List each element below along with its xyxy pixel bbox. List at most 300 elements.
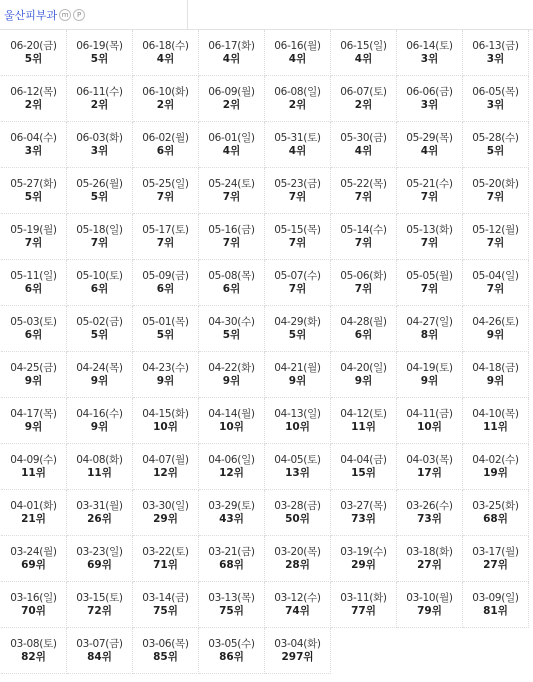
ranking-cell xyxy=(199,490,265,536)
ranking-date: 06-06(금) xyxy=(406,86,453,98)
ranking-value: 15위 xyxy=(351,467,376,479)
ranking-date: 06-10(화) xyxy=(142,86,189,98)
ranking-date: 05-07(수) xyxy=(274,270,321,282)
ranking-cell xyxy=(1,214,67,260)
ranking-date: 04-30(수) xyxy=(208,316,255,328)
ranking-value: 10위 xyxy=(153,421,178,433)
ranking-cell xyxy=(331,582,397,628)
ranking-date: 05-15(목) xyxy=(274,224,321,236)
ranking-date: 06-19(목) xyxy=(76,40,123,52)
ranking-cell xyxy=(67,582,133,628)
ranking-date: 05-17(토) xyxy=(142,224,189,236)
ranking-value: 3위 xyxy=(486,99,505,111)
ranking-date: 04-18(금) xyxy=(472,362,519,374)
ranking-date: 06-01(일) xyxy=(208,132,255,144)
ranking-value: 29위 xyxy=(153,513,178,525)
ranking-value: 9위 xyxy=(156,375,175,387)
ranking-date: 06-02(월) xyxy=(142,132,189,144)
ranking-value: 69위 xyxy=(87,559,112,571)
ranking-value: 2위 xyxy=(288,99,307,111)
ranking-value: 6위 xyxy=(90,283,109,295)
ranking-cell xyxy=(133,398,199,444)
ranking-value: 9위 xyxy=(288,375,307,387)
ranking-date: 06-11(수) xyxy=(76,86,123,98)
ranking-date: 05-27(화) xyxy=(10,178,57,190)
ranking-cell xyxy=(331,260,397,306)
ranking-date: 04-23(수) xyxy=(142,362,189,374)
ranking-cell xyxy=(265,490,331,536)
ranking-date: 04-02(수) xyxy=(472,454,519,466)
ranking-date: 04-08(화) xyxy=(76,454,123,466)
ranking-value: 71위 xyxy=(153,559,178,571)
ranking-date: 03-05(수) xyxy=(208,638,255,650)
ranking-value: 13위 xyxy=(285,467,310,479)
ranking-value: 7위 xyxy=(420,191,439,203)
ranking-date: 04-11(금) xyxy=(406,408,453,420)
ranking-date: 03-06(목) xyxy=(142,638,189,650)
ranking-date: 05-25(일) xyxy=(142,178,189,190)
ranking-cell xyxy=(265,30,331,76)
ranking-value: 7위 xyxy=(354,237,373,249)
ranking-cell xyxy=(67,536,133,582)
ranking-cell xyxy=(397,76,463,122)
ranking-date: 05-18(일) xyxy=(76,224,123,236)
ranking-cell xyxy=(463,536,529,582)
ranking-cell xyxy=(463,76,529,122)
ranking-cell xyxy=(397,352,463,398)
ranking-value: 7위 xyxy=(486,237,505,249)
ranking-cell xyxy=(1,76,67,122)
ranking-value: 7위 xyxy=(90,237,109,249)
ranking-date: 04-15(화) xyxy=(142,408,189,420)
ranking-value: 27위 xyxy=(417,559,442,571)
ranking-date: 04-07(월) xyxy=(142,454,189,466)
ranking-date: 05-20(화) xyxy=(472,178,519,190)
ranking-cell xyxy=(463,398,529,444)
ranking-value: 7위 xyxy=(486,191,505,203)
ranking-date: 04-09(수) xyxy=(10,454,57,466)
ranking-date: 05-13(화) xyxy=(406,224,453,236)
ranking-date: 06-14(토) xyxy=(406,40,453,52)
ranking-cell xyxy=(331,444,397,490)
ranking-value: 9위 xyxy=(90,421,109,433)
ranking-date: 06-15(일) xyxy=(340,40,387,52)
ranking-date: 05-10(토) xyxy=(76,270,123,282)
ranking-date: 04-28(월) xyxy=(340,316,387,328)
ranking-cell xyxy=(265,352,331,398)
ranking-cell xyxy=(265,306,331,352)
ranking-cell xyxy=(199,628,265,674)
ranking-date: 04-14(월) xyxy=(208,408,255,420)
ranking-value: 50위 xyxy=(285,513,310,525)
ranking-cell xyxy=(1,582,67,628)
ranking-value: 6위 xyxy=(222,283,241,295)
ranking-cell xyxy=(133,306,199,352)
ranking-value: 9위 xyxy=(24,421,43,433)
ranking-cell xyxy=(463,122,529,168)
ranking-value: 5위 xyxy=(156,329,175,341)
ranking-value: 26위 xyxy=(87,513,112,525)
ranking-value: 10위 xyxy=(285,421,310,433)
ranking-cell xyxy=(1,490,67,536)
ranking-cell xyxy=(265,214,331,260)
ranking-date: 05-28(수) xyxy=(472,132,519,144)
ranking-cell xyxy=(265,398,331,444)
ranking-value: 3위 xyxy=(420,99,439,111)
ranking-cell xyxy=(67,168,133,214)
ranking-value: 4위 xyxy=(354,145,373,157)
ranking-date: 06-09(월) xyxy=(208,86,255,98)
ranking-cell xyxy=(265,628,331,674)
ranking-value: 4위 xyxy=(354,53,373,65)
ranking-value: 43위 xyxy=(219,513,244,525)
ranking-date: 03-28(금) xyxy=(274,500,321,512)
ranking-cell xyxy=(1,122,67,168)
ranking-date: 06-20(금) xyxy=(10,40,57,52)
ranking-date: 05-01(목) xyxy=(142,316,189,328)
ranking-cell xyxy=(1,306,67,352)
ranking-cell xyxy=(67,628,133,674)
ranking-cell xyxy=(199,536,265,582)
ranking-date: 04-04(금) xyxy=(340,454,387,466)
ranking-date: 04-12(토) xyxy=(340,408,387,420)
ranking-date: 04-19(토) xyxy=(406,362,453,374)
ranking-cell xyxy=(463,214,529,260)
ranking-value: 4위 xyxy=(222,145,241,157)
ranking-date: 05-14(수) xyxy=(340,224,387,236)
ranking-date: 03-23(일) xyxy=(76,546,123,558)
ranking-value: 2위 xyxy=(222,99,241,111)
ranking-cell xyxy=(133,444,199,490)
ranking-date: 03-08(토) xyxy=(10,638,57,650)
ranking-cell xyxy=(463,444,529,490)
ranking-cell xyxy=(331,76,397,122)
ranking-cell xyxy=(1,168,67,214)
ranking-date: 05-21(수) xyxy=(406,178,453,190)
ranking-cell xyxy=(265,260,331,306)
ranking-cell xyxy=(67,306,133,352)
ranking-value: 5위 xyxy=(90,329,109,341)
ranking-date: 03-10(월) xyxy=(406,592,453,604)
ranking-value: 4위 xyxy=(156,53,175,65)
ranking-cell xyxy=(199,260,265,306)
ranking-date: 03-04(화) xyxy=(274,638,321,650)
ranking-value: 6위 xyxy=(156,145,175,157)
ranking-value: 7위 xyxy=(420,283,439,295)
ranking-date: 03-15(토) xyxy=(76,592,123,604)
ranking-cell xyxy=(133,628,199,674)
ranking-value: 7위 xyxy=(420,237,439,249)
ranking-date: 06-08(일) xyxy=(274,86,321,98)
ranking-date: 05-02(금) xyxy=(76,316,123,328)
ranking-value: 5위 xyxy=(24,53,43,65)
ranking-cell xyxy=(1,260,67,306)
ranking-value: 7위 xyxy=(288,191,307,203)
ranking-cell xyxy=(67,444,133,490)
ranking-cell xyxy=(397,306,463,352)
ranking-cell xyxy=(133,490,199,536)
ranking-date: 04-01(화) xyxy=(10,500,57,512)
ranking-date: 03-22(토) xyxy=(142,546,189,558)
ranking-value: 7위 xyxy=(486,283,505,295)
ranking-date: 03-29(토) xyxy=(208,500,255,512)
ranking-date: 04-22(화) xyxy=(208,362,255,374)
pc-badge-icon: P xyxy=(73,9,85,21)
ranking-date: 06-03(화) xyxy=(76,132,123,144)
ranking-cell xyxy=(67,214,133,260)
ranking-date: 03-16(일) xyxy=(10,592,57,604)
ranking-value: 77위 xyxy=(351,605,376,617)
ranking-date: 05-24(토) xyxy=(208,178,255,190)
ranking-cell xyxy=(265,168,331,214)
ranking-value: 9위 xyxy=(486,375,505,387)
ranking-cell xyxy=(265,76,331,122)
ranking-cell xyxy=(133,536,199,582)
ranking-date: 03-14(금) xyxy=(142,592,189,604)
ranking-cell xyxy=(199,444,265,490)
ranking-cell xyxy=(199,76,265,122)
ranking-cell xyxy=(397,122,463,168)
ranking-cell xyxy=(133,352,199,398)
ranking-cell xyxy=(67,398,133,444)
ranking-date: 04-06(일) xyxy=(208,454,255,466)
ranking-date: 05-11(일) xyxy=(10,270,57,282)
ranking-cell xyxy=(331,30,397,76)
ranking-value: 7위 xyxy=(156,191,175,203)
ranking-value: 84위 xyxy=(87,651,112,663)
ranking-value: 7위 xyxy=(288,237,307,249)
ranking-value: 5위 xyxy=(486,145,505,157)
ranking-date: 05-22(목) xyxy=(340,178,387,190)
ranking-cell xyxy=(463,352,529,398)
ranking-cell xyxy=(265,122,331,168)
ranking-cell xyxy=(463,306,529,352)
ranking-cell xyxy=(133,582,199,628)
ranking-value: 11위 xyxy=(87,467,112,479)
ranking-date: 05-31(토) xyxy=(274,132,321,144)
ranking-cell xyxy=(331,306,397,352)
ranking-cell xyxy=(133,260,199,306)
ranking-date: 06-04(수) xyxy=(10,132,57,144)
ranking-date: 04-20(일) xyxy=(340,362,387,374)
ranking-value: 5위 xyxy=(222,329,241,341)
keyword-cell xyxy=(0,0,188,29)
ranking-date: 04-29(화) xyxy=(274,316,321,328)
ranking-date: 04-21(월) xyxy=(274,362,321,374)
ranking-value: 29위 xyxy=(351,559,376,571)
ranking-cell xyxy=(265,582,331,628)
ranking-date: 03-26(수) xyxy=(406,500,453,512)
ranking-cell xyxy=(331,214,397,260)
ranking-value: 7위 xyxy=(222,191,241,203)
ranking-date: 05-26(월) xyxy=(76,178,123,190)
ranking-date: 05-03(토) xyxy=(10,316,57,328)
ranking-value: 4위 xyxy=(288,145,307,157)
ranking-cell xyxy=(199,214,265,260)
ranking-value: 9위 xyxy=(420,375,439,387)
ranking-date: 04-05(토) xyxy=(274,454,321,466)
ranking-date: 05-16(금) xyxy=(208,224,255,236)
ranking-value: 7위 xyxy=(354,283,373,295)
ranking-date: 05-23(금) xyxy=(274,178,321,190)
ranking-date: 06-12(목) xyxy=(10,86,57,98)
ranking-date: 03-07(금) xyxy=(76,638,123,650)
ranking-date: 06-05(목) xyxy=(472,86,519,98)
ranking-value: 7위 xyxy=(156,237,175,249)
ranking-cell xyxy=(463,490,529,536)
ranking-cell xyxy=(265,444,331,490)
ranking-value: 5위 xyxy=(288,329,307,341)
ranking-cell xyxy=(397,582,463,628)
ranking-date: 05-19(월) xyxy=(10,224,57,236)
ranking-cell xyxy=(1,352,67,398)
ranking-value: 17위 xyxy=(417,467,442,479)
ranking-cell xyxy=(133,76,199,122)
ranking-cell xyxy=(331,352,397,398)
ranking-date: 03-17(월) xyxy=(472,546,519,558)
keyword-link[interactable]: 울산피부과 xyxy=(4,8,58,22)
ranking-value: 4위 xyxy=(288,53,307,65)
ranking-value: 82위 xyxy=(21,651,46,663)
ranking-value: 74위 xyxy=(285,605,310,617)
ranking-cell xyxy=(397,398,463,444)
ranking-cell xyxy=(133,214,199,260)
ranking-value: 19위 xyxy=(483,467,508,479)
ranking-cell xyxy=(67,30,133,76)
ranking-cell xyxy=(199,306,265,352)
ranking-cell xyxy=(331,490,397,536)
ranking-cell xyxy=(463,582,529,628)
ranking-value: 6위 xyxy=(354,329,373,341)
ranking-value: 11위 xyxy=(351,421,376,433)
ranking-cell xyxy=(463,30,529,76)
ranking-value: 2위 xyxy=(90,99,109,111)
mobile-badge-icon: m xyxy=(59,9,71,21)
ranking-cell xyxy=(133,122,199,168)
ranking-value: 7위 xyxy=(288,283,307,295)
ranking-cell xyxy=(331,536,397,582)
ranking-value: 79위 xyxy=(417,605,442,617)
ranking-value: 5위 xyxy=(90,53,109,65)
ranking-value: 81위 xyxy=(483,605,508,617)
ranking-cell xyxy=(1,30,67,76)
ranking-cell xyxy=(1,444,67,490)
ranking-value: 9위 xyxy=(222,375,241,387)
ranking-cell xyxy=(133,168,199,214)
ranking-value: 2위 xyxy=(354,99,373,111)
ranking-date: 04-26(토) xyxy=(472,316,519,328)
ranking-cell xyxy=(199,122,265,168)
ranking-cell xyxy=(67,260,133,306)
ranking-value: 10위 xyxy=(219,421,244,433)
ranking-value: 75위 xyxy=(219,605,244,617)
ranking-cell xyxy=(265,536,331,582)
ranking-date: 03-11(화) xyxy=(340,592,387,604)
ranking-value: 297위 xyxy=(281,651,314,663)
ranking-value: 6위 xyxy=(24,329,43,341)
ranking-date: 04-17(목) xyxy=(10,408,57,420)
ranking-value: 9위 xyxy=(486,329,505,341)
ranking-cell xyxy=(1,398,67,444)
ranking-cell xyxy=(397,30,463,76)
ranking-value: 2위 xyxy=(156,99,175,111)
ranking-value: 9위 xyxy=(354,375,373,387)
ranking-value: 85위 xyxy=(153,651,178,663)
ranking-date: 06-07(토) xyxy=(340,86,387,98)
ranking-cell xyxy=(67,490,133,536)
ranking-value: 11위 xyxy=(483,421,508,433)
ranking-cell xyxy=(67,122,133,168)
ranking-value: 8위 xyxy=(420,329,439,341)
ranking-date: 06-18(수) xyxy=(142,40,189,52)
ranking-date: 03-19(수) xyxy=(340,546,387,558)
ranking-date: 05-29(목) xyxy=(406,132,453,144)
ranking-value: 2위 xyxy=(24,99,43,111)
ranking-date: 04-24(목) xyxy=(76,362,123,374)
ranking-value: 9위 xyxy=(90,375,109,387)
ranking-cell xyxy=(199,582,265,628)
ranking-date: 03-31(월) xyxy=(76,500,123,512)
ranking-cell xyxy=(397,444,463,490)
ranking-date: 03-13(목) xyxy=(208,592,255,604)
ranking-date: 03-27(목) xyxy=(340,500,387,512)
ranking-value: 7위 xyxy=(222,237,241,249)
ranking-cell xyxy=(199,398,265,444)
ranking-date: 03-18(화) xyxy=(406,546,453,558)
ranking-cell xyxy=(331,122,397,168)
ranking-value: 4위 xyxy=(222,53,241,65)
ranking-date: 03-30(일) xyxy=(142,500,189,512)
ranking-date: 04-03(목) xyxy=(406,454,453,466)
ranking-date: 03-20(목) xyxy=(274,546,321,558)
ranking-date: 04-13(일) xyxy=(274,408,321,420)
ranking-date: 04-16(수) xyxy=(76,408,123,420)
ranking-value: 72위 xyxy=(87,605,112,617)
ranking-value: 3위 xyxy=(24,145,43,157)
ranking-value: 10위 xyxy=(417,421,442,433)
ranking-cell xyxy=(1,536,67,582)
ranking-value: 6위 xyxy=(156,283,175,295)
ranking-date: 04-27(일) xyxy=(406,316,453,328)
ranking-date: 03-24(월) xyxy=(10,546,57,558)
header-bar xyxy=(0,0,533,30)
ranking-value: 7위 xyxy=(354,191,373,203)
ranking-value: 28위 xyxy=(285,559,310,571)
ranking-cell xyxy=(331,168,397,214)
ranking-cell xyxy=(331,398,397,444)
ranking-value: 68위 xyxy=(219,559,244,571)
ranking-date: 04-10(목) xyxy=(472,408,519,420)
ranking-date: 06-13(금) xyxy=(472,40,519,52)
ranking-value: 5위 xyxy=(24,191,43,203)
ranking-cell xyxy=(397,490,463,536)
ranking-date: 05-30(금) xyxy=(340,132,387,144)
ranking-date: 05-04(일) xyxy=(472,270,519,282)
ranking-cell xyxy=(397,536,463,582)
ranking-value: 86위 xyxy=(219,651,244,663)
ranking-value: 3위 xyxy=(90,145,109,157)
ranking-value: 11위 xyxy=(21,467,46,479)
ranking-value: 3위 xyxy=(486,53,505,65)
ranking-value: 9위 xyxy=(24,375,43,387)
ranking-value: 68위 xyxy=(483,513,508,525)
ranking-value: 6위 xyxy=(24,283,43,295)
ranking-value: 70위 xyxy=(21,605,46,617)
ranking-value: 69위 xyxy=(21,559,46,571)
ranking-date: 03-12(수) xyxy=(274,592,321,604)
ranking-date: 03-21(금) xyxy=(208,546,255,558)
ranking-value: 73위 xyxy=(417,513,442,525)
